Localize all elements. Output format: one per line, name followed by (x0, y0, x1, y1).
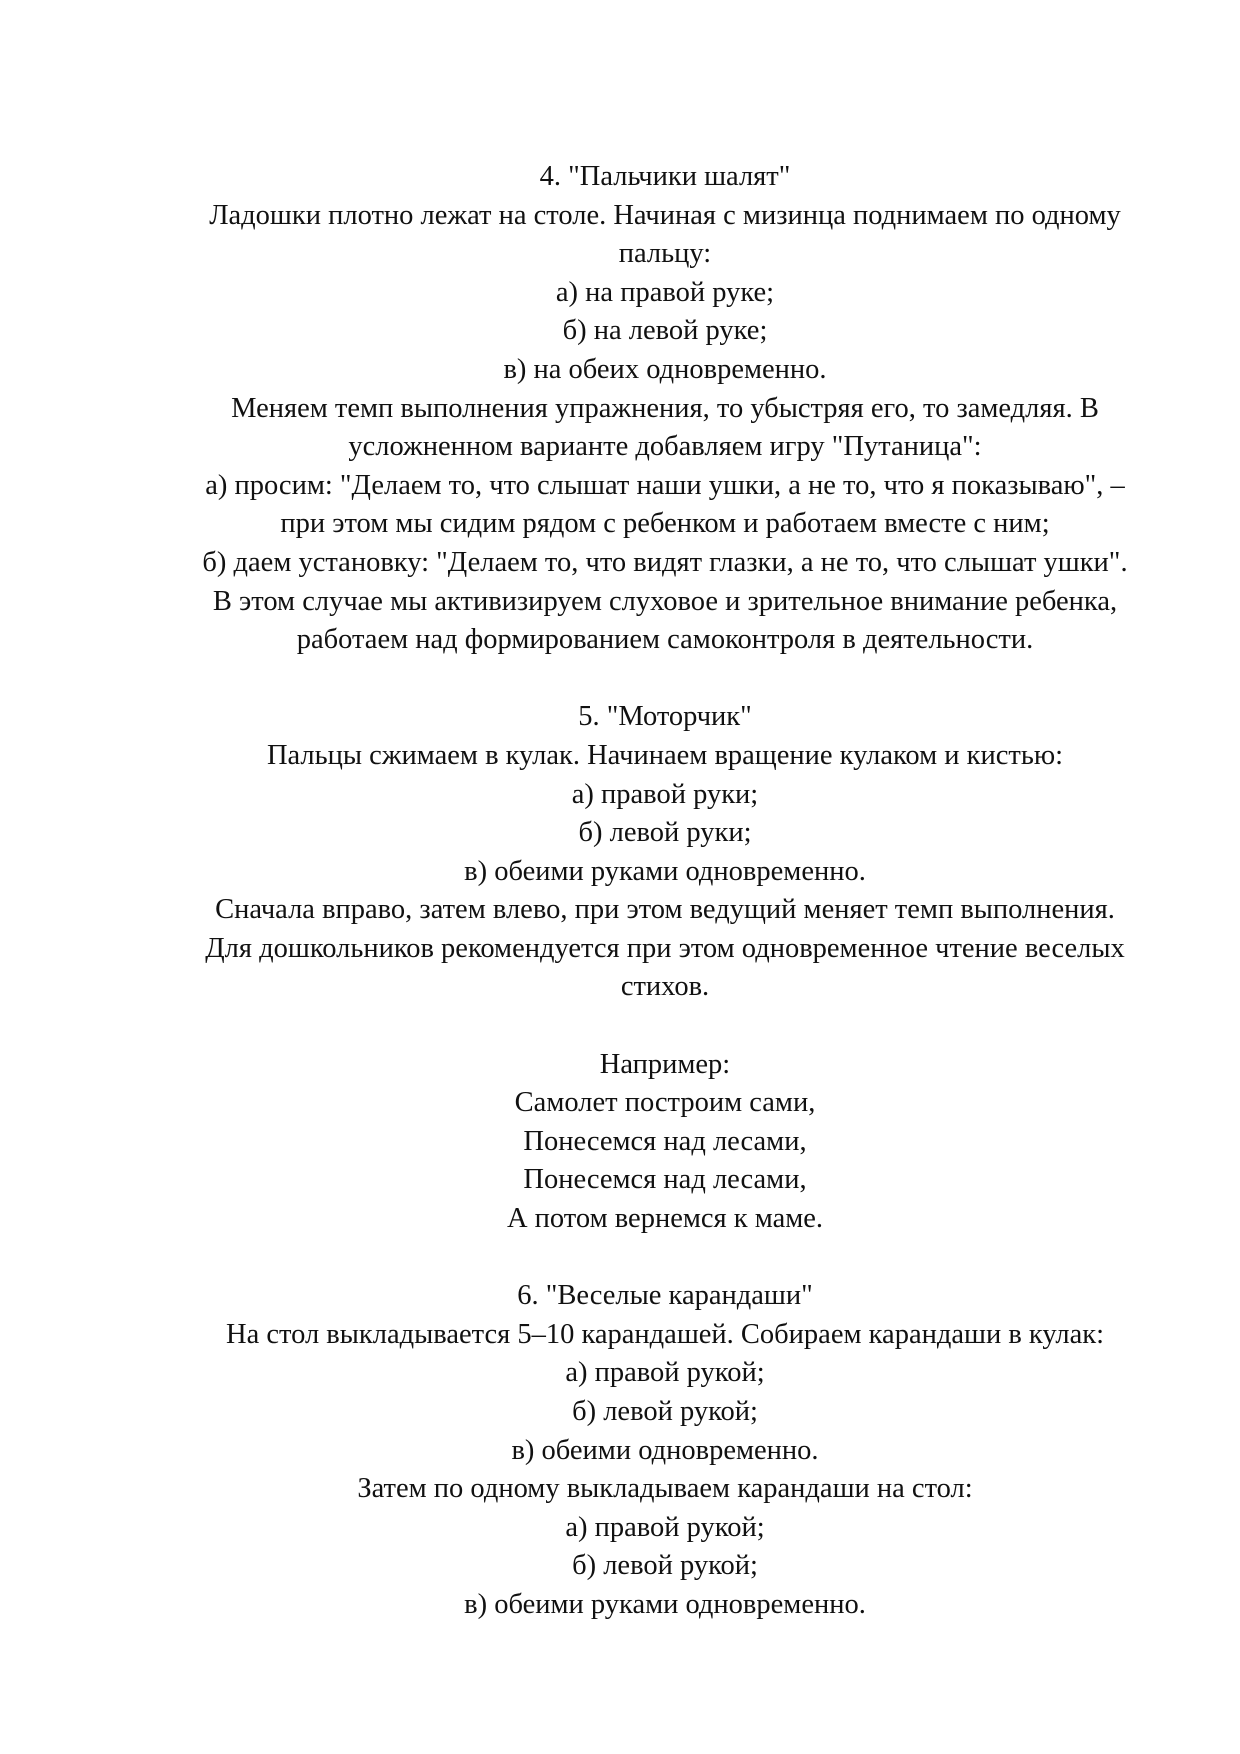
section-heading: 5. "Моторчик" (578, 701, 752, 733)
text-line: На стол выкладывается 5–10 карандашей. Собираем карандаши в кулак: (225, 1318, 1104, 1350)
text-line: Ладошки плотно лежат на столе. Начиная с мизинца поднимаем по одному (209, 199, 1121, 231)
text-line: Для дошкольников рекомендуется при этом одновременное чтение веселых (205, 932, 1125, 964)
list-item: а) правой рукой; (565, 1511, 765, 1543)
text-line: работаем над формированием самоконтроля в деятельности. (296, 624, 1034, 656)
text-line: В этом случае мы активизируем слуховое и зрительное внимание ребенка, (212, 585, 1118, 617)
text-line: при этом мы сидим рядом с ребенком и работаем вместе с ним; (280, 508, 1050, 540)
list-item: в) обеими одновременно. (511, 1434, 819, 1466)
exercise-section-4 (160, 158, 1170, 660)
list-item: а) правой рукой; (565, 1357, 765, 1389)
poem-line: Понесемся над лесами, (523, 1164, 807, 1196)
exercise-section-5 (160, 698, 1170, 1007)
section-spacer (160, 660, 1170, 699)
poem-intro: Например: (599, 1048, 731, 1080)
list-item: а) просим: "Делаем то, что слышат наши ушки, а не то, что я показываю", – (205, 469, 1125, 501)
text-line: Сначала вправо, затем влево, при этом ведущий меняет темп выполнения. (215, 894, 1115, 926)
poem-section (160, 1046, 1170, 1239)
text-line: пальцу: (618, 238, 712, 270)
poem-line: А потом вернемся к маме. (506, 1203, 824, 1235)
text-line: Пальцы сжимаем в кулак. Начинаем вращение кулаком и кистью: (266, 739, 1064, 771)
list-item: б) левой руки; (578, 817, 752, 849)
list-item: в) обеими руками одновременно. (464, 1588, 866, 1620)
section-heading: 4. "Пальчики шалят" (539, 161, 791, 192)
text-line: Меняем темп выполнения упражнения, то убыстряя его, то замедляя. В (231, 392, 1099, 424)
exercise-section-6 (160, 1277, 1170, 1624)
text-line: усложненном варианте добавляем игру "Путаница": (348, 431, 982, 463)
section-spacer (160, 1239, 1170, 1278)
poem-line: Самолет построим сами, (514, 1087, 816, 1119)
section-spacer (160, 1007, 1170, 1046)
list-item: а) на правой руке; (555, 276, 775, 308)
list-item: б) левой рукой; (572, 1396, 758, 1427)
text-line: стихов. (620, 971, 710, 1003)
list-item: в) обеими руками одновременно. (464, 855, 866, 887)
list-item: б) даем установку: "Делаем то, что видят глазки, а не то, что слышат ушки". (202, 546, 1128, 578)
section-heading: 6. "Веселые карандаши" (517, 1280, 813, 1312)
poem-line: Понесемся над лесами, (523, 1125, 807, 1157)
list-item: а) правой руки; (571, 778, 759, 810)
text-line: Затем по одному выкладываем карандаши на стол: (357, 1473, 973, 1505)
document-body (160, 158, 1170, 1625)
list-item: в) на обеих одновременно. (503, 353, 827, 385)
list-item: б) левой рукой; (572, 1550, 758, 1582)
list-item: б) на левой руке; (562, 315, 768, 347)
